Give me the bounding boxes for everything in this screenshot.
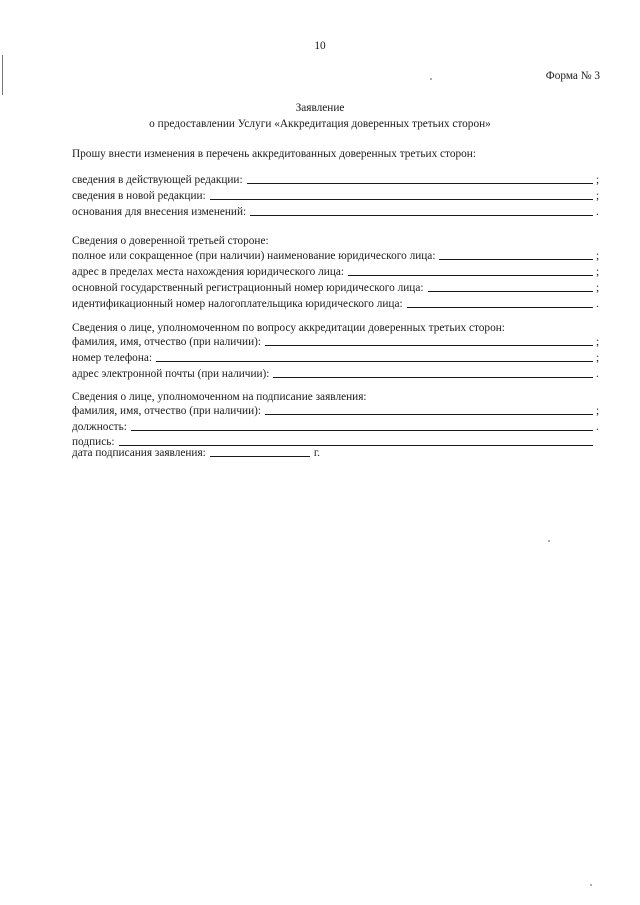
accreditation-person-name-field[interactable]: [72, 334, 602, 348]
position-field[interactable]: [72, 419, 602, 433]
field-label: основания для внесения изменений:: [72, 205, 247, 218]
change-grounds-field[interactable]: [72, 204, 602, 218]
field-label: фамилия, имя, отчество (при наличии):: [72, 404, 262, 417]
field-label: должность:: [72, 420, 127, 433]
field-label: полное или сокращенное (при наличии) наименование юридического лица:: [72, 249, 436, 262]
scan-speck: [430, 78, 432, 80]
field-label: фамилия, имя, отчество (при наличии):: [72, 335, 262, 348]
fill-line[interactable]: [265, 414, 593, 415]
phone-field[interactable]: [72, 350, 602, 364]
form-number: Форма № 3: [545, 70, 600, 82]
field-label: подпись:: [72, 435, 115, 448]
document-subtitle: о предоставлении Услуги «Аккредитация доверенных третьих сторон»: [149, 118, 491, 130]
fill-line[interactable]: [407, 307, 593, 308]
field-punct: .: [596, 297, 599, 310]
page-number: 10: [314, 40, 326, 52]
fill-line[interactable]: [156, 361, 593, 362]
fill-line[interactable]: [428, 291, 594, 292]
legal-entity-name-field[interactable]: [72, 248, 602, 262]
field-label: сведения в действующей редакции:: [72, 173, 243, 186]
field-label: основной государственный регистрационный номер юридического лица:: [72, 281, 424, 294]
date-suffix: г.: [313, 447, 320, 459]
field-punct: .: [596, 420, 599, 433]
email-field[interactable]: [72, 366, 602, 380]
inn-field[interactable]: [72, 296, 602, 310]
field-label: номер телефона:: [72, 351, 153, 364]
field-punct: ;: [596, 404, 600, 417]
signing-person-heading: Сведения о лице, уполномоченном на подписание заявления:: [72, 391, 367, 403]
field-punct: ;: [596, 265, 600, 278]
ogrn-field[interactable]: [72, 280, 602, 294]
scan-speck: [548, 540, 550, 542]
field-label: идентификационный номер налогоплательщика юридического лица:: [72, 297, 403, 310]
new-edition-field[interactable]: [72, 188, 602, 202]
fill-line[interactable]: [247, 183, 593, 184]
legal-entity-address-field[interactable]: [72, 264, 602, 278]
signing-date-field[interactable]: [72, 448, 320, 459]
fill-line[interactable]: [348, 275, 593, 276]
field-label: дата подписания заявления:: [72, 447, 206, 459]
field-punct: ;: [596, 189, 600, 202]
fill-line[interactable]: [273, 377, 593, 378]
fill-line[interactable]: [439, 259, 593, 260]
field-label: сведения в новой редакции:: [72, 189, 206, 202]
signature-field[interactable]: [72, 434, 602, 448]
fill-line[interactable]: [119, 445, 593, 446]
scan-speck: [590, 884, 592, 886]
field-punct: ;: [596, 281, 600, 294]
field-punct: .: [596, 205, 599, 218]
field-label: адрес электронной почты (при наличии):: [72, 367, 270, 380]
fill-line[interactable]: [210, 456, 310, 457]
signer-name-field[interactable]: [72, 403, 602, 417]
field-punct: ;: [596, 335, 600, 348]
trusted-party-heading: Сведения о доверенной третьей стороне:: [72, 235, 269, 247]
field-punct: ;: [596, 249, 600, 262]
field-label: адрес в пределах места нахождения юридического лица:: [72, 265, 345, 278]
current-edition-field[interactable]: [72, 172, 602, 186]
accreditation-person-heading: Сведения о лице, уполномоченном по вопросу аккредитации доверенных третьих сторон:: [72, 322, 505, 334]
request-text: Прошу внести изменения в перечень аккредитованных доверенных третьих сторон:: [72, 148, 476, 160]
field-punct: ;: [596, 173, 600, 186]
fill-line[interactable]: [210, 199, 593, 200]
field-punct: ;: [596, 351, 600, 364]
fill-line[interactable]: [250, 215, 593, 216]
fill-line[interactable]: [265, 345, 593, 346]
field-punct: .: [596, 367, 599, 380]
scan-edge-mark: [2, 55, 3, 95]
fill-line[interactable]: [131, 430, 593, 431]
document-title: Заявление: [295, 102, 345, 114]
